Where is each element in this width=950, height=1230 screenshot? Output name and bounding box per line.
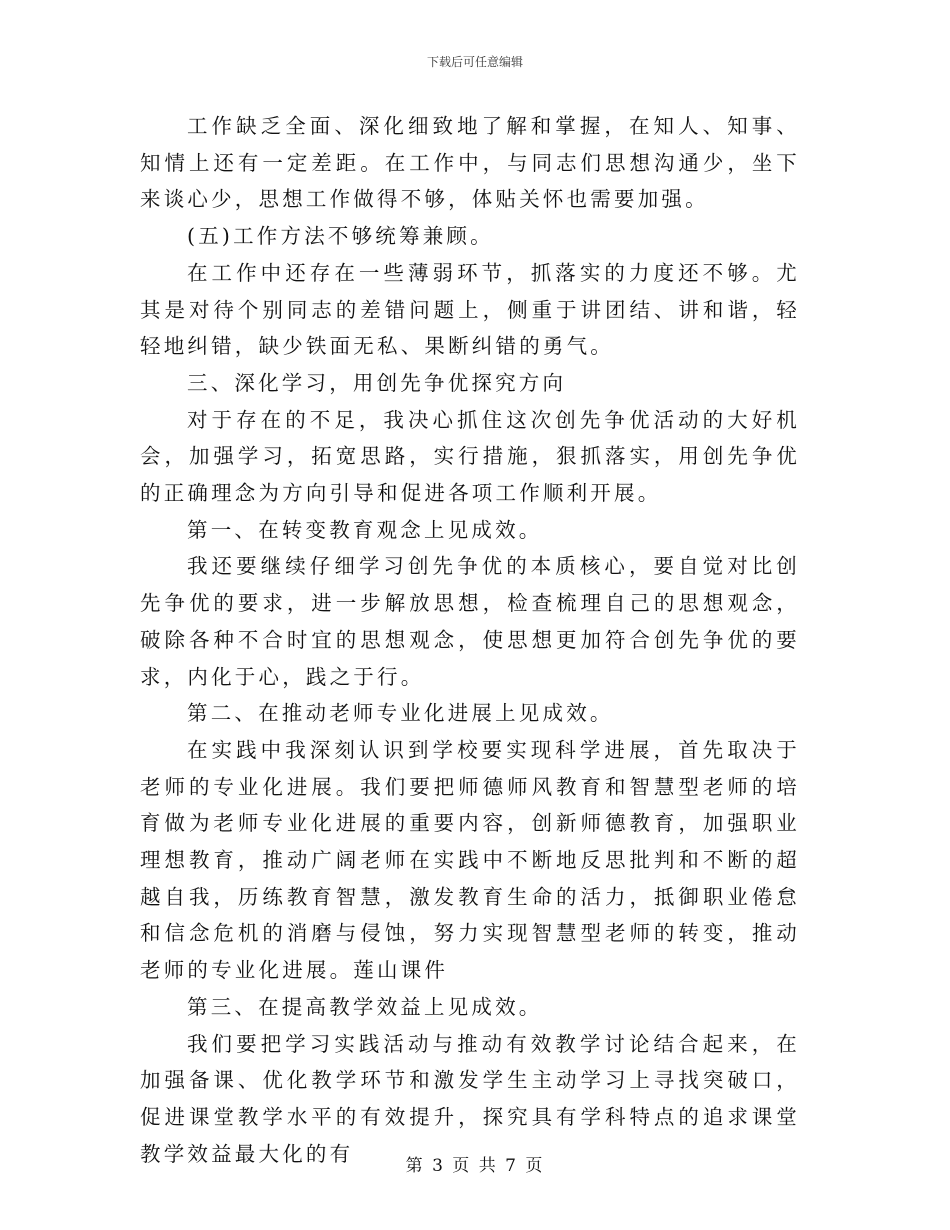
subheading-third: 第三、在提高教学效益上见成效。 bbox=[187, 994, 543, 1019]
paragraph-9: 在实践中我深刻认识到学校要实现科学进展，首先取决于老师的专业化进展。我们要把师德师风教育和智慧型老师的培育做为老师专业化进展的重要内容，创新师德教育，加强职业理想教育，推动广阔老师在实践中不断地反思批判和不断的超越自我，历练教育智慧，激发教育生命的活力，抵御职业倦怠和信念危机的消磨与侵蚀，努力实现智慧型老师的转变，推动老师的专业化进展。莲山课件 bbox=[140, 737, 800, 983]
paragraph-3: 在工作中还存在一些薄弱环节，抓落实的力度还不够。尤其是对待个别同志的差错问题上，侧重于讲团结、讲和谐，轻轻地纠错，缺少铁面无私、果断纠错的勇气。 bbox=[140, 260, 800, 359]
page-header-note: 下载后可任意编辑 bbox=[426, 55, 523, 69]
page-number: 第 3 页 共 7 页 bbox=[405, 1156, 545, 1176]
document-body bbox=[140, 108, 800, 1172]
paragraph-1: 工作缺乏全面、深化细致地了解和掌握，在知人、知事、知情上还有一定差距。在工作中，与同志们思想沟通少，坐下来谈心少，思想工作做得不够，体贴关怀也需要加强。 bbox=[140, 114, 800, 212]
paragraph-11: 我们要把学习实践活动与推动有效教学讨论结合起来，在加强备课、优化教学环节和激发学生主动学习上寻找突破口，促进课堂教学水平的有效提升，探究具有学科特点的追求课堂教学效益最大化的有 bbox=[140, 1031, 800, 1166]
paragraph-2-heading: (五)工作方法不够统筹兼顾。 bbox=[187, 224, 494, 249]
subheading-second: 第二、在推动老师专业化进展上见成效。 bbox=[187, 701, 614, 726]
section-heading-3: 三、深化学习，用创先争优探究方向 bbox=[187, 370, 567, 395]
subheading-first: 第一、在转变教育观念上见成效。 bbox=[187, 517, 543, 542]
paragraph-5: 对于存在的不足，我决心抓住这次创先争优活动的大好机会，加强学习，拓宽思路，实行措施，狠抓落实，用创先争优的正确理念为方向引导和促进各项工作顺利开展。 bbox=[140, 407, 800, 506]
paragraph-7: 我还要继续仔细学习创先争优的本质核心，要自觉对比创先争优的要求，进一步解放思想，检查梳理自己的思想观念，破除各种不合时宜的思想观念，使思想更加符合创先争优的要求，内化于心，践之于行。 bbox=[140, 554, 800, 689]
